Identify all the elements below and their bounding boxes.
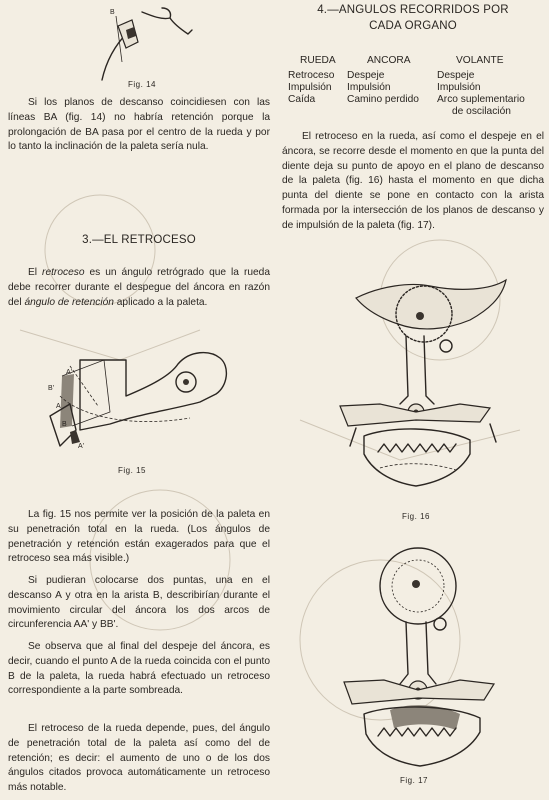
fig14-label-b: B — [110, 9, 115, 16]
table-cell: Caída — [288, 94, 316, 105]
table-cell: Despeje — [437, 70, 475, 81]
left-paragraph-4: Si pudieran colocarse dos puntas, una en el descanso A y otra en la arista B, describirían durante el movimiento circular del áncora los dos arcos de circunferencia AA' y BB'. — [8, 575, 270, 631]
figure-16-drawing — [320, 276, 520, 506]
table-cell: Impulsión — [288, 82, 332, 93]
table-header-ancora: ANCORA — [367, 55, 411, 66]
fig15-label-a-prime-2: A' — [78, 443, 85, 450]
table-cell: Camino perdido — [347, 94, 419, 105]
figure-14-drawing — [92, 2, 212, 82]
left-paragraph-1: Si los planos de descanso coincidiesen con las líneas BA (fig. 14) no habría retención porque la prolongación de BA pasa por el centro de la rueda y por lo tanto la inclinación de la paleta sería nula. — [8, 97, 270, 153]
left-paragraph-6: El retroceso de la rueda depende, pues, del ángulo de penetración total de la paleta así como del de retención; es decir: el aumento de uno o de los dos ángulos citados provoca automáticamente un retroceso más notable. — [8, 723, 270, 794]
section-heading-angulos-line2: CADA ORGANO — [369, 20, 457, 32]
figure-17-drawing — [330, 544, 530, 774]
fig15-label-a-prime: A' — [66, 369, 73, 376]
table-cell: Impulsión — [437, 82, 481, 93]
table-cell: Arco suplementario — [437, 94, 525, 105]
left-paragraph-5: Se observa que al final del despeje del áncora, es decir, cuando el punto A de la rueda coincida con el punto B de la paleta, la rueda habrá efectuado un retroceso correspondiente a la parte sombreada. — [8, 641, 270, 697]
fig15-caption: Fig. 15 — [118, 466, 146, 475]
fig17-caption: Fig. 17 — [400, 776, 428, 785]
table-header-volante: VOLANTE — [456, 55, 504, 66]
fig15-label-b: B — [62, 421, 67, 428]
left-paragraph-2: El retroceso es un ángulo retrógrado que la rueda debe recorrer durante el despegue del áncora en razón del ángulo de retención aplicado a la paleta. — [8, 267, 271, 308]
fig15-label-b-prime: B' — [48, 385, 55, 392]
table-cell: Impulsión — [347, 82, 391, 93]
table-header-rueda: RUEDA — [300, 55, 336, 66]
table-cell: Retroceso — [288, 70, 335, 81]
section-heading-retroceso: 3.—EL RETROCESO — [82, 234, 196, 246]
table-cell: Despeje — [347, 70, 385, 81]
left-paragraph-3: La fig. 15 nos permite ver la posición de la paleta en su penetración total en la rueda. (Los ángulos de penetración y retención están exagerados para que el retroceso sea más visible.) — [8, 509, 270, 565]
section-heading-angulos-line1: 4.—ANGULOS RECORRIDOS POR — [317, 4, 509, 16]
fig16-caption: Fig. 16 — [402, 512, 430, 521]
fig15-label-a: A — [56, 403, 61, 410]
table-cell: de oscilación — [452, 106, 511, 117]
figure-15-drawing — [40, 346, 250, 466]
fig14-caption: Fig. 14 — [128, 80, 156, 89]
right-paragraph-1: El retroceso en la rueda, así como el despeje en el áncora, se recorre desde el momento en que la punta del diente deja su punto de apoyo en el plano de descanso de la paleta (fig. 16) hasta el momento en que dicha punta del diente se pone en contacto con la arista formada por la intersección de los planos de descanso y de impulsión de la paleta (fig. 17). — [282, 131, 544, 231]
